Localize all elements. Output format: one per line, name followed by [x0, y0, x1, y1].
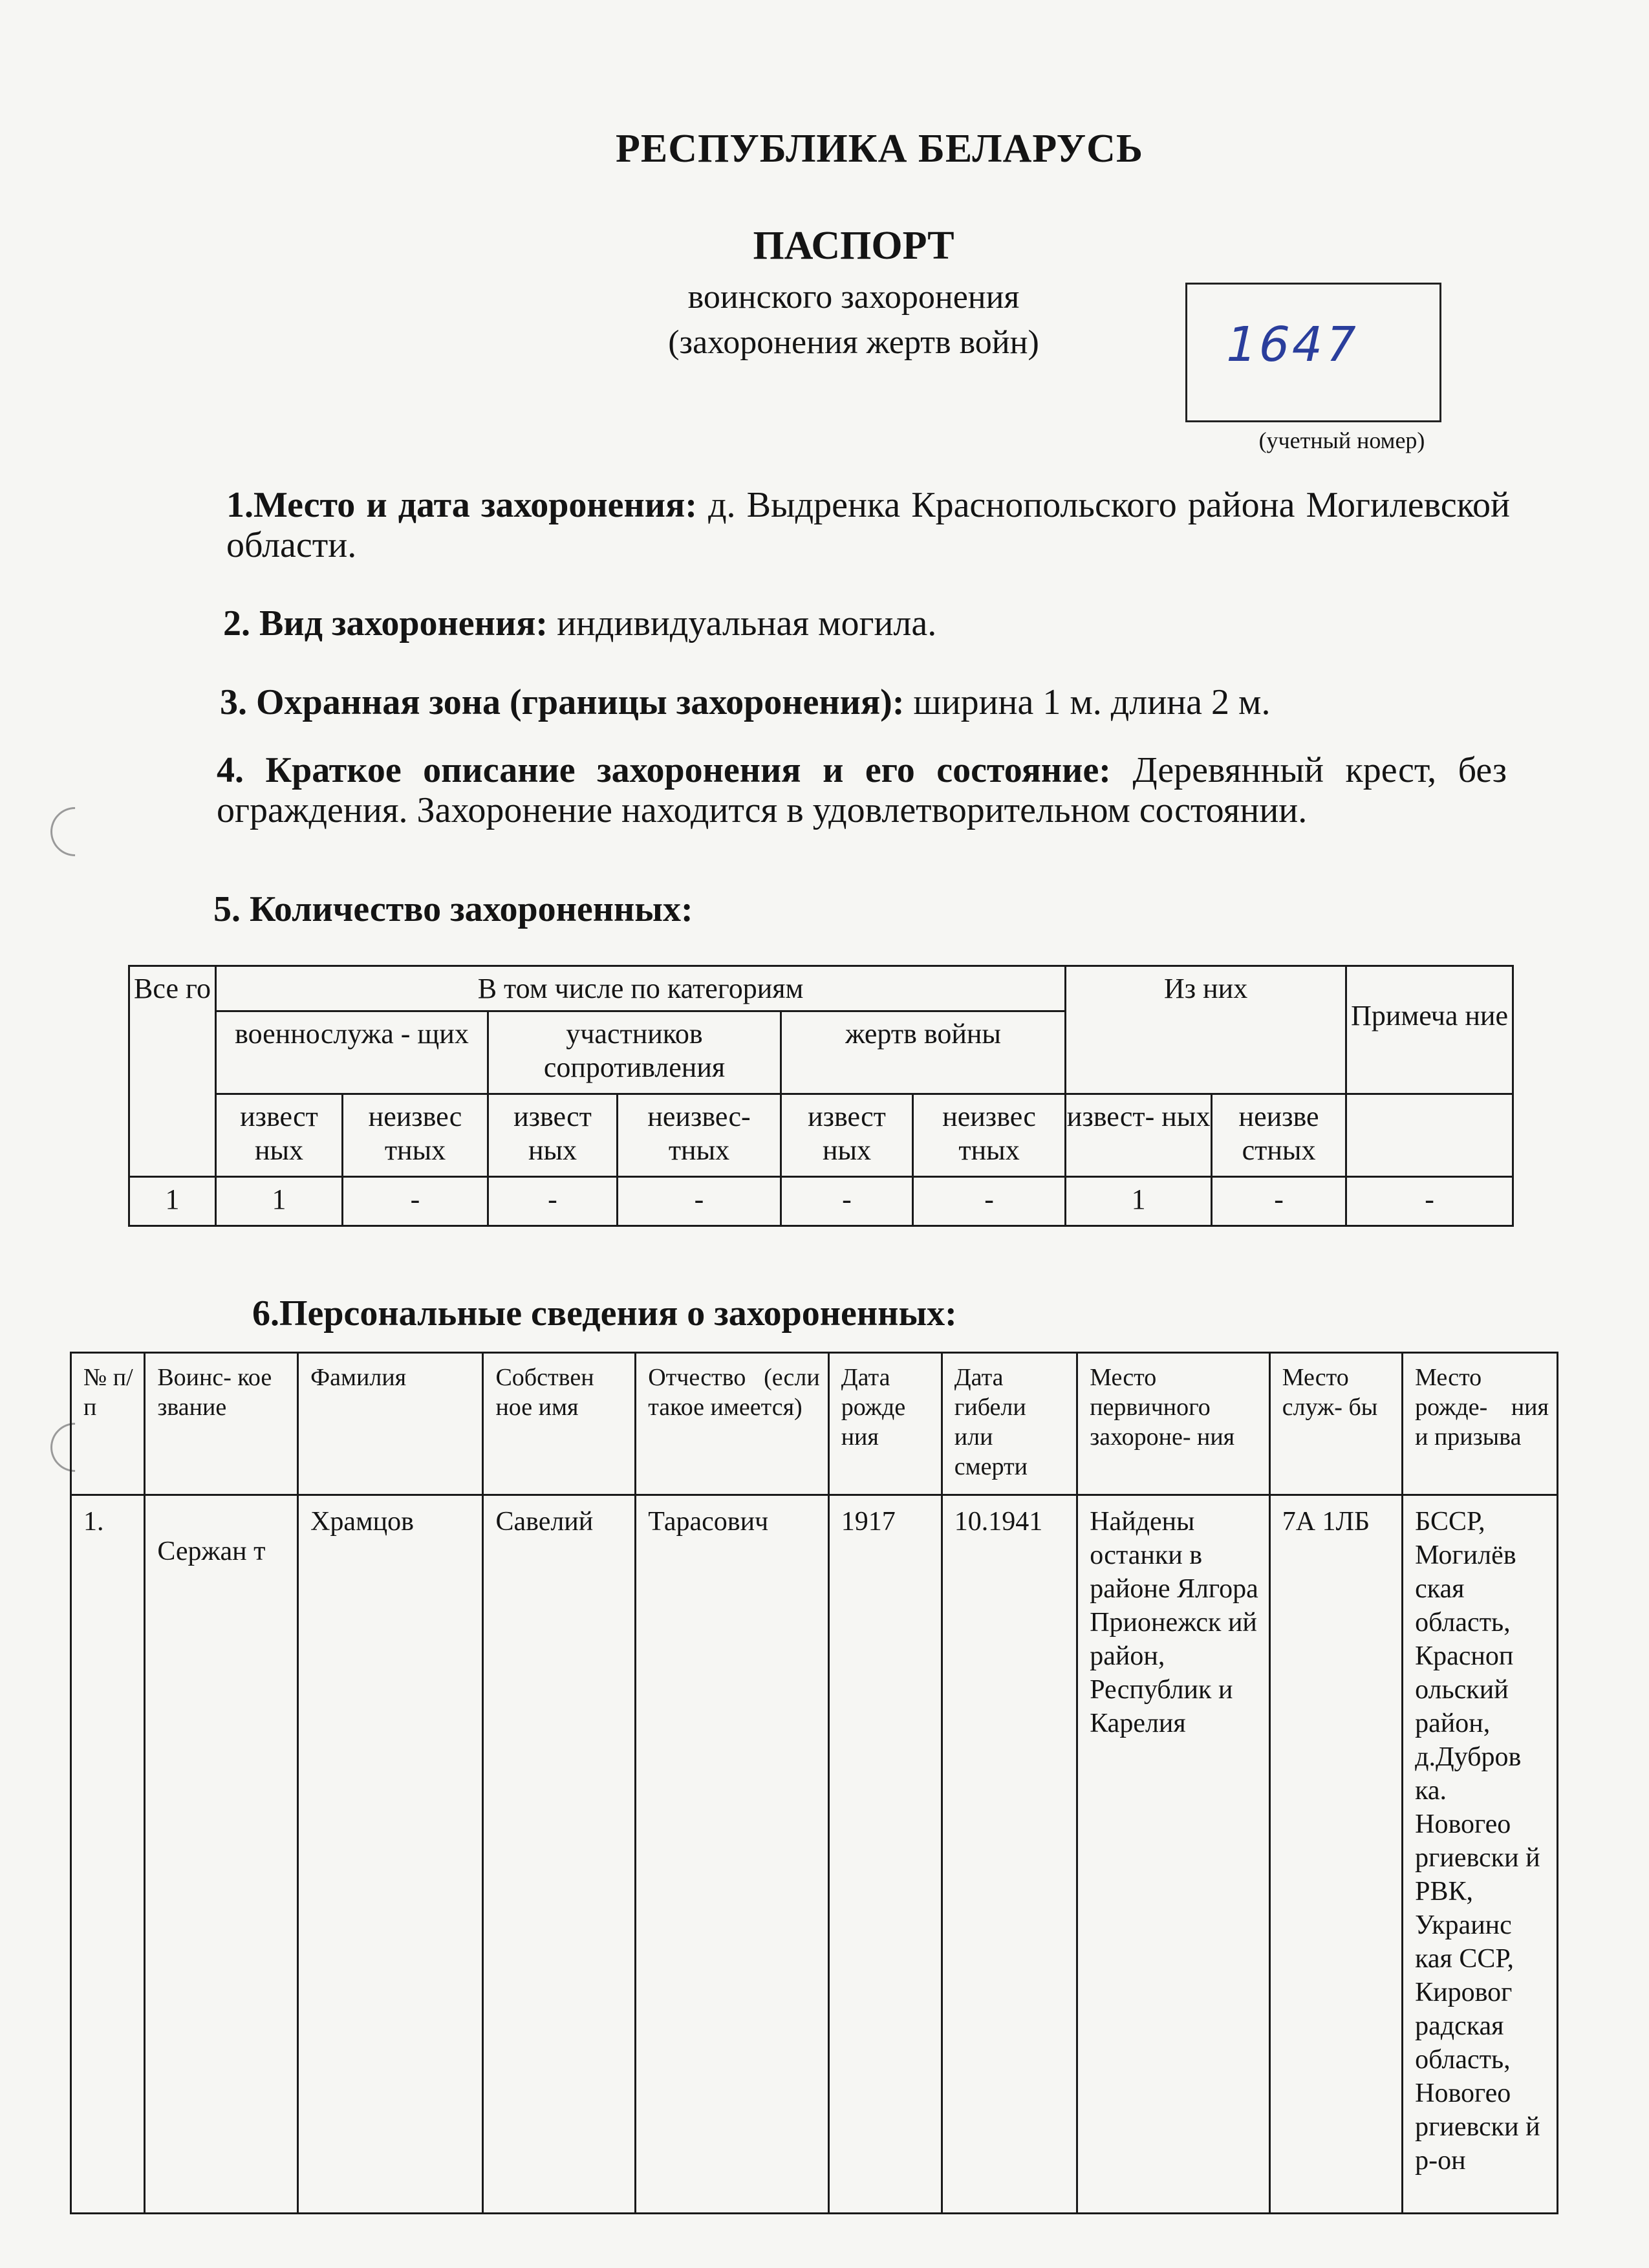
document-subtitle-2: (захоронения жертв войн)	[668, 324, 1039, 361]
section-1-label: 1.Место и дата захоронения:	[226, 485, 697, 525]
col-header-rank: Воинс- кое звание	[145, 1353, 298, 1495]
section-3-text: ширина 1 м. длина 2 м.	[904, 682, 1271, 722]
header-note-blank	[1346, 1094, 1513, 1177]
cell-surname: Храмцов	[298, 1495, 483, 2214]
count-cell: -	[781, 1177, 913, 1226]
cell-rank: Сержан т	[145, 1495, 298, 2214]
header-unknown: неизвес тных	[343, 1094, 488, 1177]
header-of-them: Из них	[1066, 966, 1346, 1094]
section-burial-place	[226, 485, 1510, 565]
col-header-patronymic: Отчество (если такое имеется)	[636, 1353, 829, 1495]
registration-number-box	[1185, 283, 1441, 422]
header-war-victims: жертв войны	[781, 1011, 1066, 1094]
section-3-label: 3. Охранная зона (границы захоронения):	[220, 682, 905, 722]
col-header-primary-burial: Место первичного захороне- ния	[1077, 1353, 1269, 1495]
col-header-death-date: Дата гибели или смерти	[942, 1353, 1077, 1495]
header-military: военнослужа - щих	[216, 1011, 488, 1094]
country-title: РЕСПУБЛИКА БЕЛАРУСЬ	[616, 127, 1143, 171]
section-2-text: индивидуальная могила.	[548, 603, 937, 643]
count-cell: 1	[216, 1177, 343, 1226]
header-unknown: неизвес- тных	[618, 1094, 781, 1177]
section-2-label: 2. Вид захоронения:	[223, 603, 548, 643]
registration-number-label: (учетный номер)	[1258, 427, 1425, 453]
section-burial-type	[223, 603, 1510, 643]
section-6-label: 6.Персональные сведения о захороненных:	[252, 1293, 957, 1334]
count-cell: 1	[1066, 1177, 1212, 1226]
count-cell: -	[1346, 1177, 1513, 1226]
cell-patronymic: Тарасович	[636, 1495, 829, 2214]
count-cell: -	[913, 1177, 1066, 1226]
section-description	[217, 750, 1507, 830]
punch-hole-top	[40, 797, 109, 866]
section-1-text: д. Выдренка Краснопольского района Могилевской области.	[226, 485, 1511, 565]
col-header-name: Собствен ное имя	[483, 1353, 636, 1495]
count-cell: -	[488, 1177, 618, 1226]
count-cell: -	[618, 1177, 781, 1226]
count-values-row	[129, 1177, 1513, 1226]
header-categories: В том числе по категориям	[216, 966, 1066, 1011]
section-protection-zone	[220, 682, 1513, 722]
count-cell: -	[343, 1177, 488, 1226]
document-title: ПАСПОРТ	[753, 224, 954, 268]
header-known: извест ных	[216, 1094, 343, 1177]
personal-data-table	[70, 1352, 1558, 2214]
col-header-birth-place: Место рожде- ния и призыва	[1403, 1353, 1558, 1495]
cell-name: Савелий	[483, 1495, 636, 2214]
header-known: извест- ных	[1066, 1094, 1212, 1177]
cell-service-place: 7А 1ЛБ	[1269, 1495, 1402, 2214]
document-subtitle-1: воинского захоронения	[687, 279, 1020, 316]
header-unknown: неизве стных	[1212, 1094, 1346, 1177]
cell-birth-date: 1917	[828, 1495, 942, 2214]
count-cell: 1	[129, 1177, 216, 1226]
header-total: Все го	[129, 966, 216, 1177]
cell-primary-burial: Найдены останки в районе Ялгора Прионежск ий район, Республик и Карелия	[1077, 1495, 1269, 2214]
count-cell: -	[1212, 1177, 1346, 1226]
col-header-birth-date: Дата рожде ния	[828, 1353, 942, 1495]
section-count	[213, 889, 1377, 929]
header-note: Примеча ние	[1346, 966, 1513, 1094]
section-5-label: 5. Количество захороненных:	[213, 889, 693, 929]
header-resistance: участников сопротивления	[488, 1011, 781, 1094]
cell-birth-place: БССР, Могилёв ская область, Красноп ольский район, д.Дубров ка. Новогео ргиевски й РВК, Украинс кая ССР, Кировог радская область, Новогео ргиевски й р-он	[1403, 1495, 1558, 2214]
table-row	[71, 1495, 1558, 2214]
section-4-text: Деревянный крест, без ограждения. Захоронение находится в удовлетворительном состоянии.	[217, 750, 1507, 830]
col-header-surname: Фамилия	[298, 1353, 483, 1495]
registration-number: 1647	[1220, 317, 1364, 373]
section-4-label: 4. Краткое описание захоронения и его состояние:	[217, 750, 1111, 790]
cell-number: 1.	[71, 1495, 145, 2214]
burial-count-table	[128, 965, 1514, 1227]
header-unknown: неизвес тных	[913, 1094, 1066, 1177]
col-header-service-place: Место служ- бы	[1269, 1353, 1402, 1495]
col-header-number: № п/п	[71, 1353, 145, 1495]
header-known: извест ных	[781, 1094, 913, 1177]
cell-death-date: 10.1941	[942, 1495, 1077, 2214]
header-known: извест ных	[488, 1094, 618, 1177]
section-personal-data	[252, 1293, 1416, 1334]
